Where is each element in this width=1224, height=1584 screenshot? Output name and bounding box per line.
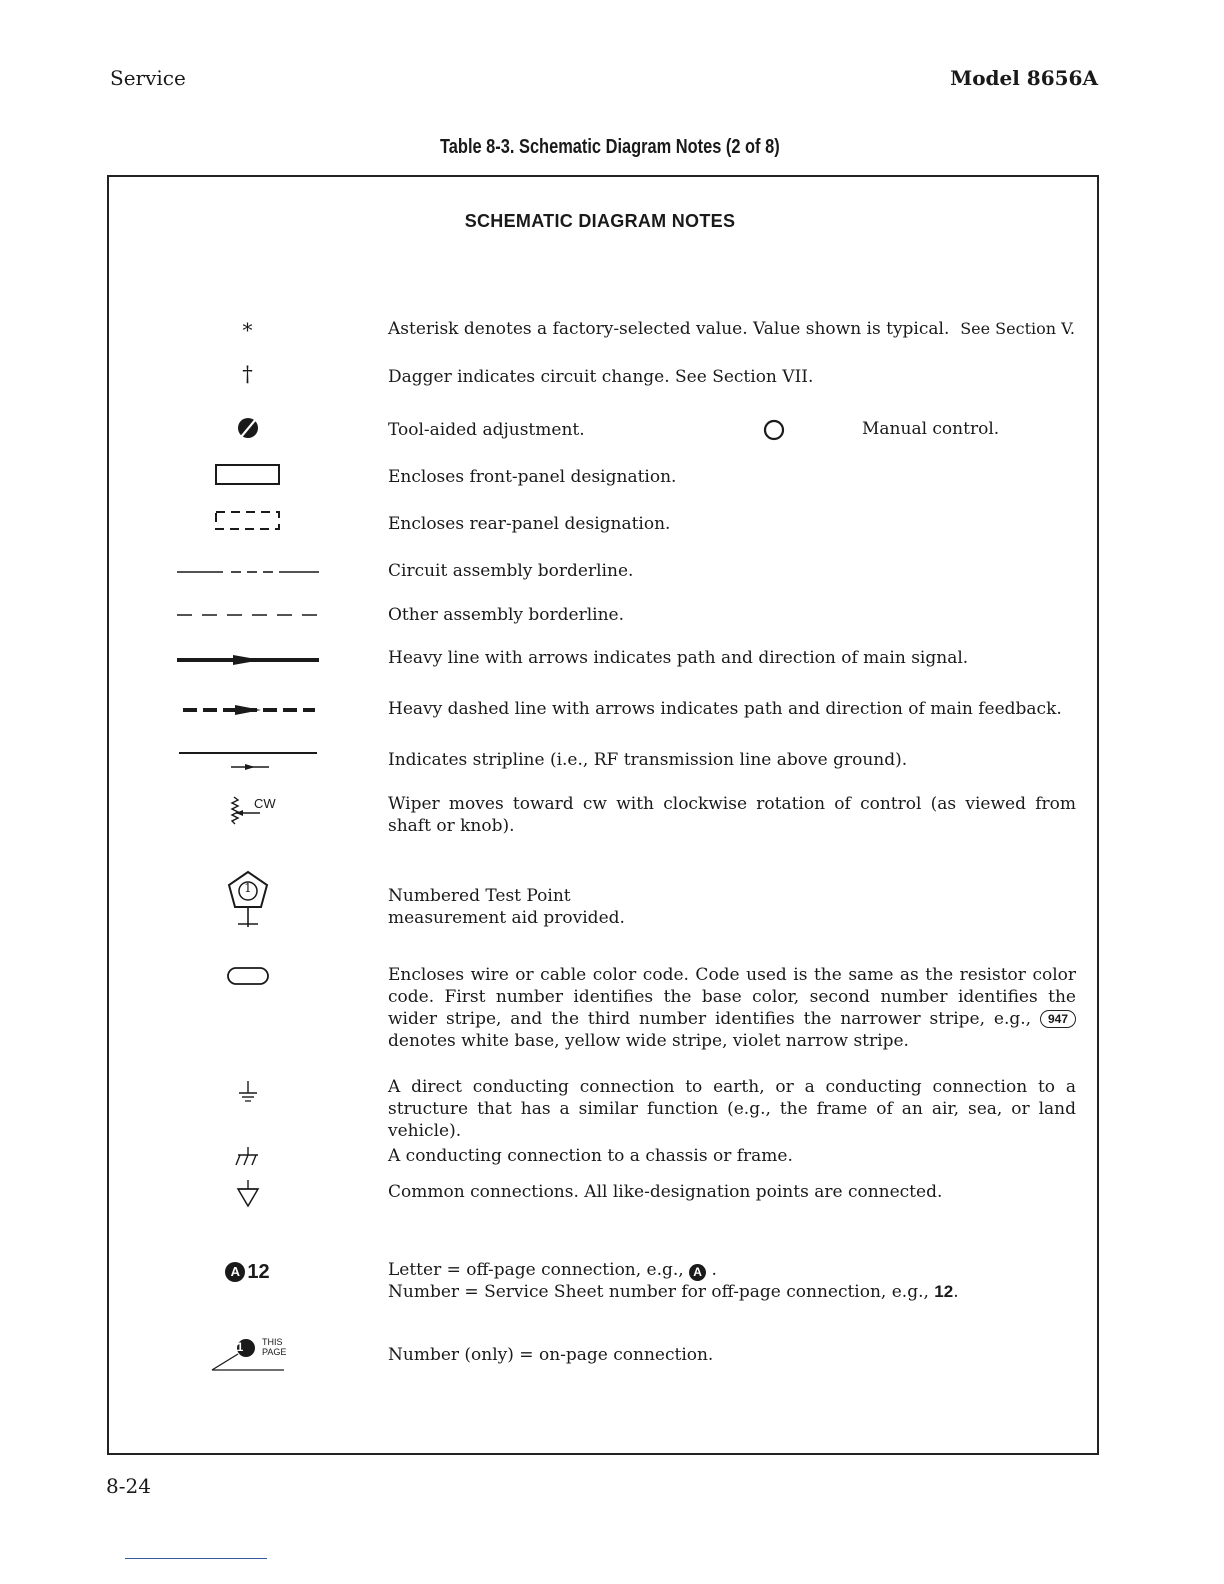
wiper-note: Wiper moves toward cw with clockwise rotation of control (as viewed from shaft or knob). (388, 794, 1076, 836)
tool-adjust-note: Tool-aided adjustment. (388, 420, 585, 440)
other-border-line-icon (170, 605, 325, 625)
off-page-note-line1-end: . (711, 1260, 717, 1280)
off-page-note-line2-end: . (953, 1282, 959, 1302)
heavy-dashed-note: Heavy dashed line with arrows indicates path and direction of main feedback. (388, 699, 1062, 719)
running-header-model: Model 8656A (950, 66, 1098, 90)
off-page-letter-circle: A (225, 1262, 245, 1282)
common-note: Common connections. All like-designation points are connected. (388, 1182, 943, 1202)
rear-panel-note: Encloses rear-panel designation. (388, 514, 671, 534)
off-page-note-line2 (388, 1281, 1076, 1303)
front-panel-note: Encloses front-panel designation. (388, 467, 677, 487)
off-page-note (388, 1259, 1076, 1303)
on-page-number: 1 (236, 1340, 244, 1354)
footer-rule (125, 1558, 267, 1559)
off-page-number: 12 (247, 1260, 270, 1283)
circuit-border-line-icon (170, 562, 325, 582)
wire-color-note-text-b: denotes white base, yellow wide stripe, violet narrow stripe. (388, 1031, 909, 1051)
wiper-cw-icon (170, 792, 325, 832)
common-connection-icon (170, 1178, 325, 1208)
wire-color-example: 947 (1040, 1010, 1076, 1028)
off-page-note-line1 (388, 1259, 1076, 1281)
manual-control-icon (762, 418, 786, 446)
on-page-connector-icon (170, 1332, 325, 1374)
heavy-line-note: Heavy line with arrows indicates path and direction of main signal. (388, 648, 969, 668)
asterisk-symbol: * (242, 318, 253, 342)
chassis-ground-icon (170, 1144, 325, 1170)
heavy-signal-arrow-icon (170, 650, 325, 670)
test-point-number: 1 (244, 881, 252, 895)
dagger-note: Dagger indicates circuit change. See Section VII. (388, 367, 814, 387)
test-point-note-line1: Numbered Test Point (388, 886, 571, 906)
earth-ground-icon (170, 1078, 325, 1108)
other-border-note: Other assembly borderline. (388, 605, 624, 625)
wiper-cw-label: CW (254, 796, 276, 811)
tool-adjust-icon (170, 414, 325, 442)
circuit-border-note: Circuit assembly borderline. (388, 561, 634, 581)
off-page-note-line1-text: Letter = off-page connection, e.g., (388, 1260, 684, 1280)
on-page-label-line1: THIS (262, 1337, 283, 1347)
page-number: 8-24 (106, 1474, 151, 1498)
front-panel-box-icon (170, 460, 325, 490)
rear-panel-dashed-box-icon (170, 506, 325, 536)
test-point-note-line2: measurement aid provided. (388, 908, 625, 928)
test-point-icon (170, 868, 325, 930)
table-title: Table 8-3. Schematic Diagram Notes (2 of 8) (440, 136, 780, 158)
earth-ground-note: A direct conducting connection to earth, or a conducting connection to a structure that has a similar function (e.g., the frame of an air, sea, or land vehicle). (388, 1077, 1076, 1141)
on-page-label (262, 1337, 286, 1357)
off-page-inline-letter: A (689, 1264, 706, 1281)
test-point-note (388, 885, 1076, 929)
dagger-symbol: † (242, 362, 253, 386)
stripline-icon (170, 748, 325, 774)
off-page-inline-number: 12 (934, 1282, 954, 1301)
running-header-section: Service (110, 66, 186, 90)
off-page-connector-icon (170, 1258, 325, 1286)
wire-color-note-text-a: Encloses wire or cable color code. Code used is the same as the resistor color code. First number identifies the base color, second number identifies the wider stripe, and the third number identifies the narrower stripe, e.g., (388, 965, 1076, 1029)
manual-control-note: Manual control. (862, 419, 1000, 439)
notes-box-title: SCHEMATIC DIAGRAM NOTES (464, 211, 736, 231)
on-page-label-line2: PAGE (262, 1347, 287, 1357)
asterisk-note-suffix: See Section V. (960, 319, 1075, 338)
chassis-ground-note: A conducting connection to a chassis or frame. (388, 1146, 793, 1166)
asterisk-note (388, 318, 1076, 340)
heavy-feedback-dashed-arrow-icon (170, 700, 325, 720)
asterisk-note-text: Asterisk denotes a factory-selected value. Value shown is typical. (388, 319, 950, 339)
on-page-note: Number (only) = on-page connection. (388, 1345, 714, 1365)
wire-color-note (388, 964, 1076, 1052)
stripline-note: Indicates stripline (i.e., RF transmission line above ground). (388, 750, 908, 770)
wire-color-code-icon (170, 962, 325, 990)
off-page-note-line2-text: Number = Service Sheet number for off-page connection, e.g., (388, 1282, 929, 1302)
